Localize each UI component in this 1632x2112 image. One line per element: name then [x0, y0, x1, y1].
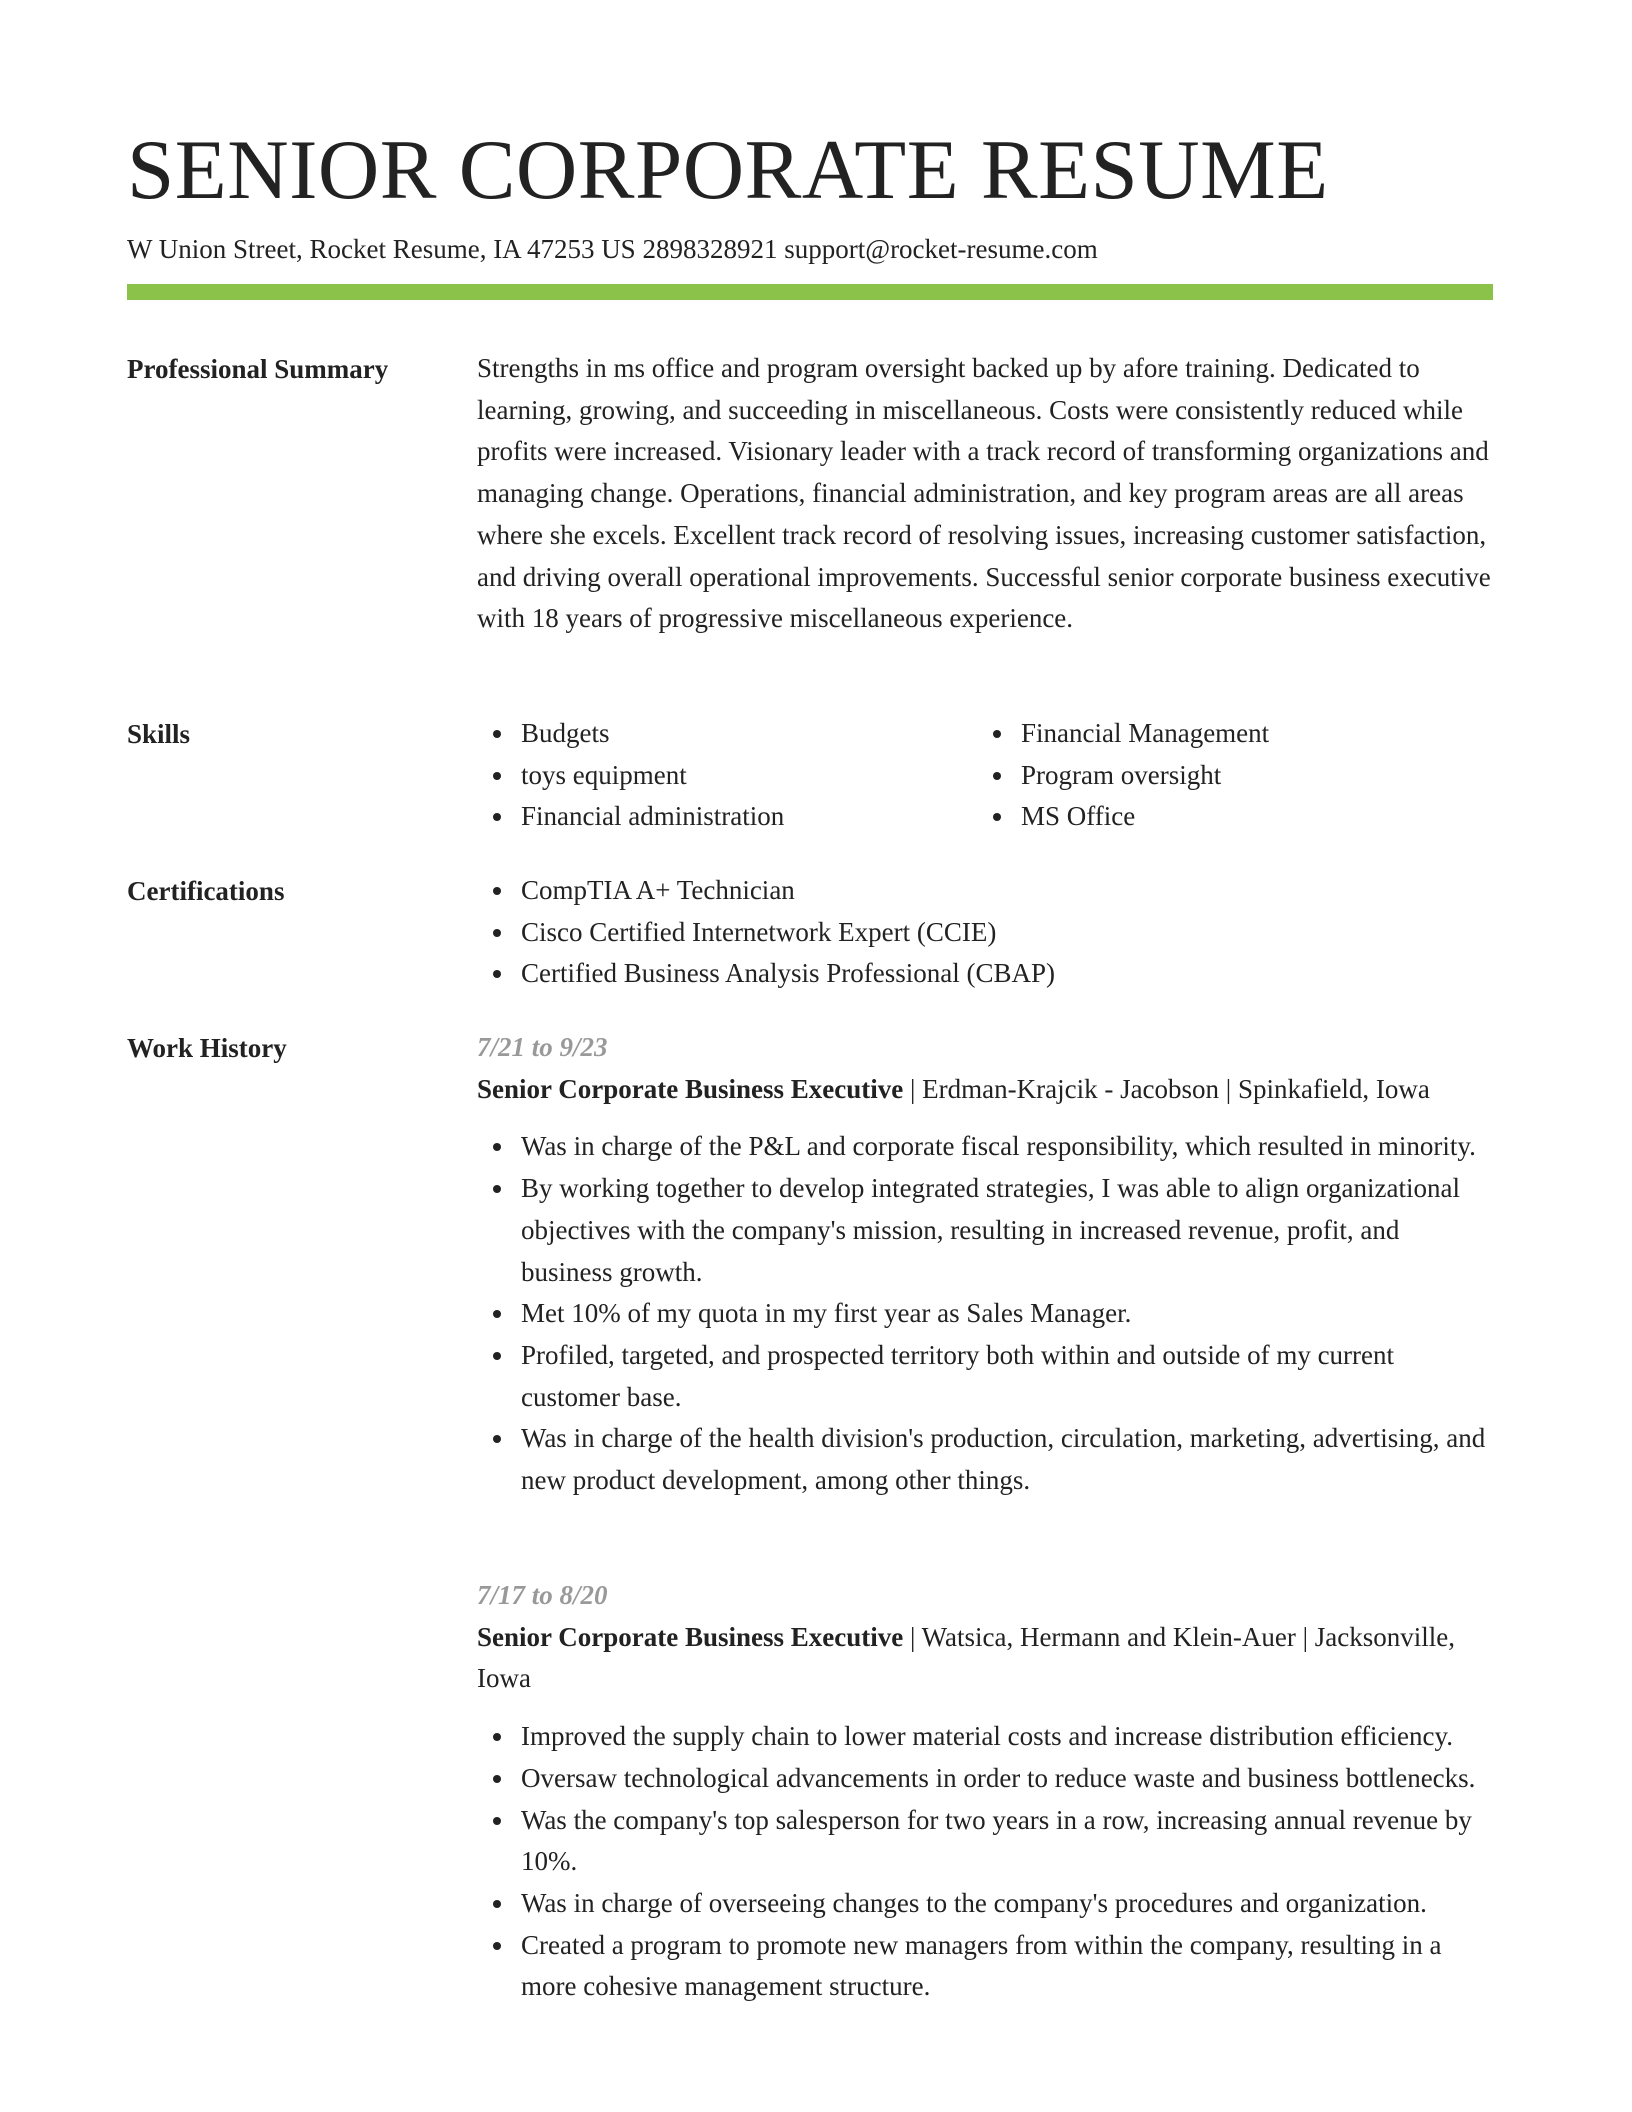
job-bullets	[477, 1126, 1493, 1501]
certification-item: Cisco Certified Internetwork Expert (CCIE)	[477, 912, 1493, 954]
summary-label: Professional Summary	[127, 354, 389, 384]
job-bullet: Profiled, targeted, and prospected territory both within and outside of my current customer base.	[477, 1335, 1493, 1418]
job-role: Senior Corporate Business Executive	[477, 1621, 904, 1652]
skill-item: MS Office	[977, 796, 1477, 838]
skills-label: Skills	[127, 719, 191, 749]
job-bullet: By working together to develop integrated strategies, I was able to align organizational objectives with the company's mission, resulting in increased revenue, profit, and business growth.	[477, 1168, 1493, 1293]
page-title: SENIOR CORPORATE RESUME	[127, 123, 1329, 217]
certification-item: Certified Business Analysis Professional (CBAP)	[477, 953, 1493, 995]
job-entry	[477, 1575, 1493, 2008]
summary-text: Strengths in ms office and program oversight backed up by afore training. Dedicated to learning, growing, and succeeding in miscellaneous. Costs were consistently reduced while profits were increased. Visionary leader with a track record of transforming organizations and managing change. Operations, financial administration, and key program areas are all areas where she excels. Excellent track record of resolving issues, increasing customer satisfaction, and driving overall operational improvements. Successful senior corporate business executive with 18 years of progressive miscellaneous experience.	[477, 353, 1491, 634]
work-history-label: Work History	[127, 1033, 287, 1063]
job-bullet: Was in charge of overseeing changes to the company's procedures and organization.	[477, 1883, 1493, 1925]
job-dates: 7/21 to 9/23	[477, 1032, 608, 1062]
job-details: | Erdman-Krajcik - Jacobson | Spinkafield, Iowa	[903, 1073, 1430, 1104]
job-entry	[477, 1027, 1493, 1502]
job-bullets	[477, 1716, 1493, 2008]
job-bullet: Was in charge of the health division's production, circulation, marketing, advertising, and new product development, among other things.	[477, 1418, 1493, 1501]
certifications-list	[477, 870, 1493, 995]
contact-line: W Union Street, Rocket Resume, IA 47253 US 2898328921 support@rocket-resume.com	[127, 234, 1098, 264]
skills-list-left	[477, 713, 977, 838]
skill-item: Financial Management	[977, 713, 1477, 755]
skill-item: toys equipment	[477, 755, 977, 797]
job-role: Senior Corporate Business Executive	[477, 1073, 904, 1104]
certifications-label: Certifications	[127, 876, 285, 906]
certifications-body	[477, 870, 1493, 995]
job-header	[477, 1617, 1493, 1700]
job-bullet: Met 10% of my quota in my first year as Sales Manager.	[477, 1293, 1493, 1335]
job-bullet: Improved the supply chain to lower material costs and increase distribution efficiency.	[477, 1716, 1493, 1758]
skills-list-right	[977, 713, 1477, 838]
certification-item: CompTIA A+ Technician	[477, 870, 1493, 912]
job-bullet: Was the company's top salesperson for two years in a row, increasing annual revenue by 10%.	[477, 1800, 1493, 1883]
skill-item: Financial administration	[477, 796, 977, 838]
skill-item: Budgets	[477, 713, 977, 755]
job-header	[477, 1069, 1493, 1111]
job-bullet: Was in charge of the P&L and corporate fiscal responsibility, which resulted in minority.	[477, 1126, 1493, 1168]
job-bullet: Created a program to promote new managers from within the company, resulting in a more cohesive management structure.	[477, 1925, 1493, 2008]
skills-body	[477, 713, 1493, 838]
accent-divider	[127, 284, 1493, 300]
job-details: | Watsica, Hermann and Klein-Auer | Jacksonville, Iowa	[477, 1621, 1455, 1694]
job-bullet: Oversaw technological advancements in order to reduce waste and business bottlenecks.	[477, 1758, 1493, 1800]
job-dates: 7/17 to 8/20	[477, 1580, 608, 1610]
skill-item: Program oversight	[977, 755, 1477, 797]
summary-body	[477, 348, 1493, 640]
